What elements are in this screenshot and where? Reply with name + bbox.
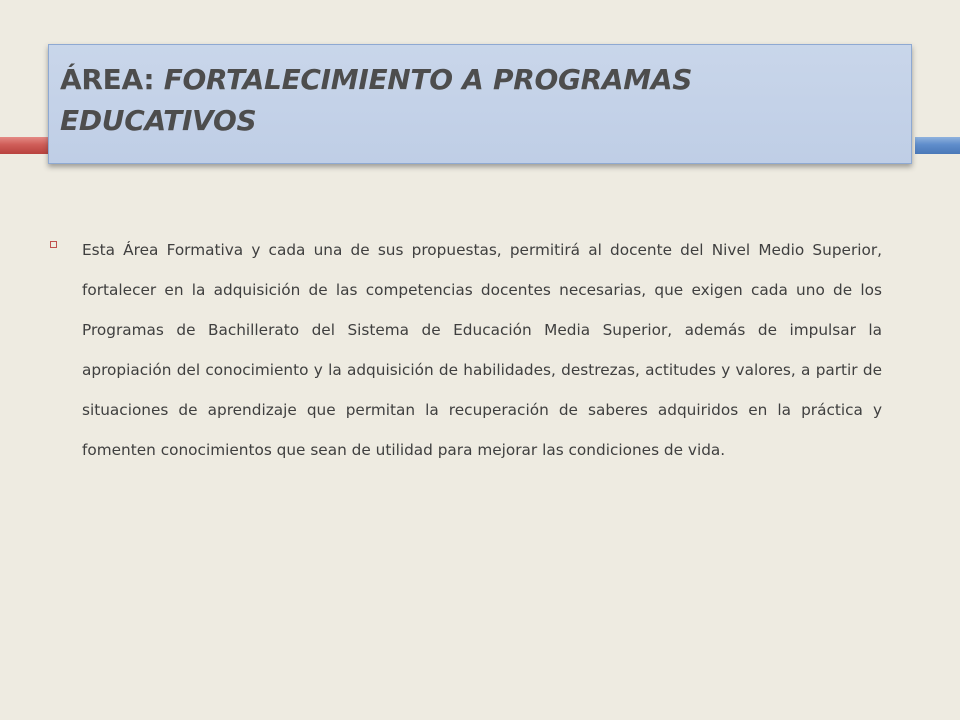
slide-title [60, 59, 890, 141]
title-prefix: ÁREA: [60, 63, 155, 96]
decorative-band-right [915, 137, 960, 154]
title-box [48, 44, 912, 164]
title-emphasis: FORTALECIMIENTO A PROGRAMAS EDUCATIVOS [60, 63, 693, 137]
body-paragraph: Esta Área Formativa y cada una de sus propuestas, permitirá al docente del Nivel Medio Superior, fortalecer en la adquisición de las competencias docentes necesarias, que exigen cada uno de los Programas de Bachillerato del Sistema de Educación Media Superior, además de impulsar la apropiación del conocimiento y la adquisición de habilidades, destrezas, actitudes y valores, a partir de situaciones de aprendizaje que permitan la recuperación de saberes adquiridos en la práctica y fomenten conocimientos que sean de utilidad para mejorar las condiciones de vida. [82, 241, 882, 459]
decorative-band-left [0, 137, 50, 154]
square-bullet-icon [50, 241, 57, 248]
